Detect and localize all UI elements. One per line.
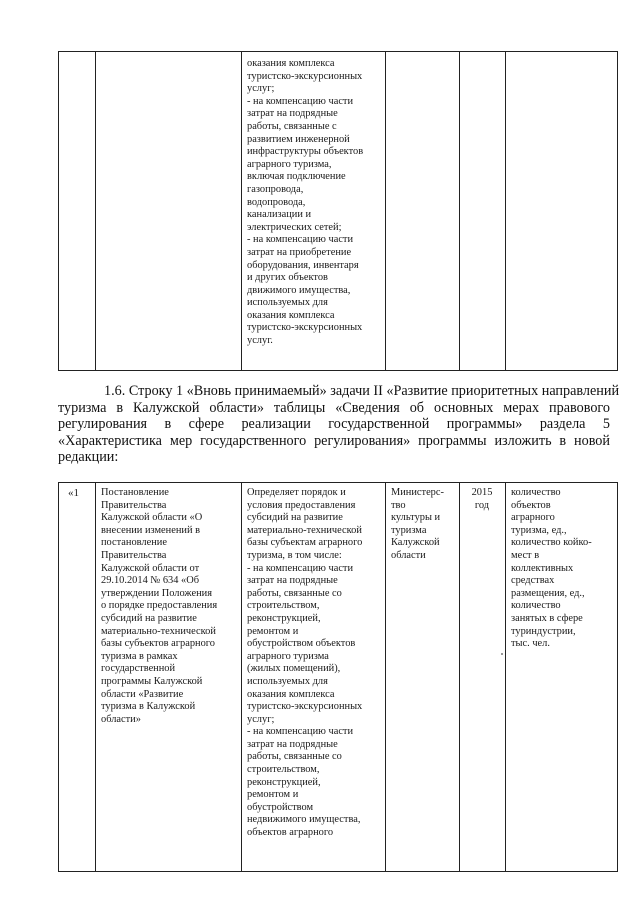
table-cell-continuation: оказания комплекса туристско-экскурсионных услуг; - на компенсацию части затрат на подрядные работы, связанные с развитием инженерной инфраструктуры объектов аграрного туризма, включая подключение газопровода, водопровода, канализации и электрических сетей; - на компенсацию части затрат на приобретение оборудования, инвентаря и других объектов движимого имущества, используемых для оказания комплекса туристско-экскурсионных услуг. (247, 58, 364, 347)
paragraph-line: 1.6. Строку 1 «Вновь принимаемый» задачи II «Развитие приоритетных направлений (104, 383, 620, 399)
col-divider (385, 52, 386, 370)
col-divider (459, 52, 460, 370)
executor-cell: Министерс- тво культуры и туризма Калужской области (391, 487, 444, 561)
col-divider (459, 483, 460, 871)
row-number: «1 (68, 487, 79, 499)
col-divider (385, 483, 386, 871)
year-cell: 2015 год (471, 487, 493, 511)
content-cell: Определяет порядок и условия предоставления субсидий на развитие материально-технической базы субъектам аграрного туризма, в том числе: - на компенсацию части затрат на подрядные работы, связанные со строительством, реконструкцией, ремонтом и обустройством объектов аграрного туризма (жилых помещений), используемых для оказания комплекса туристско-экскурсионных услуг; - на компенсацию части затрат на подрядные работы, связанные со строительством, реконструкцией, ремонтом и обустройством недвижимого имущества, объектов аграрного (247, 487, 363, 839)
top-table (58, 51, 618, 371)
scan-speck (501, 653, 503, 655)
col-divider (241, 52, 242, 370)
col-divider (241, 483, 242, 871)
col-divider (505, 483, 506, 871)
indicators-cell: количество объектов аграрного туризма, ед., количество койко- мест в коллективных средствах размещения, ед., количество занятых в сфере туриндустрии, тыс. чел. (511, 487, 592, 650)
act-name-cell: Постановление Правительства Калужской области «О внесении изменений в постановление Правительства Калужской области от 29.10.2014 № 634 «Об утверждении Положения о порядке предоставления субсидий на развитие материально-технической базы субъектов аграрного туризма в рамках государственной программы Калужской области «Развитие туризма в Калужской области» (101, 487, 218, 725)
amendment-paragraph (58, 383, 620, 466)
col-divider (505, 52, 506, 370)
paragraph-line: редакции: (58, 449, 119, 466)
col-divider (95, 483, 96, 871)
paragraph-line: туризма в Калужской области» таблицы «Сведения об основных мерах правового (58, 399, 610, 416)
paragraph-line: «Характеристика мер государственного регулирования» программы изложить в новой (58, 432, 610, 449)
paragraph-line: регулирования в сфере реализации государственной программы» раздела 5 (58, 416, 610, 433)
bottom-table (58, 482, 618, 872)
col-divider (95, 52, 96, 370)
